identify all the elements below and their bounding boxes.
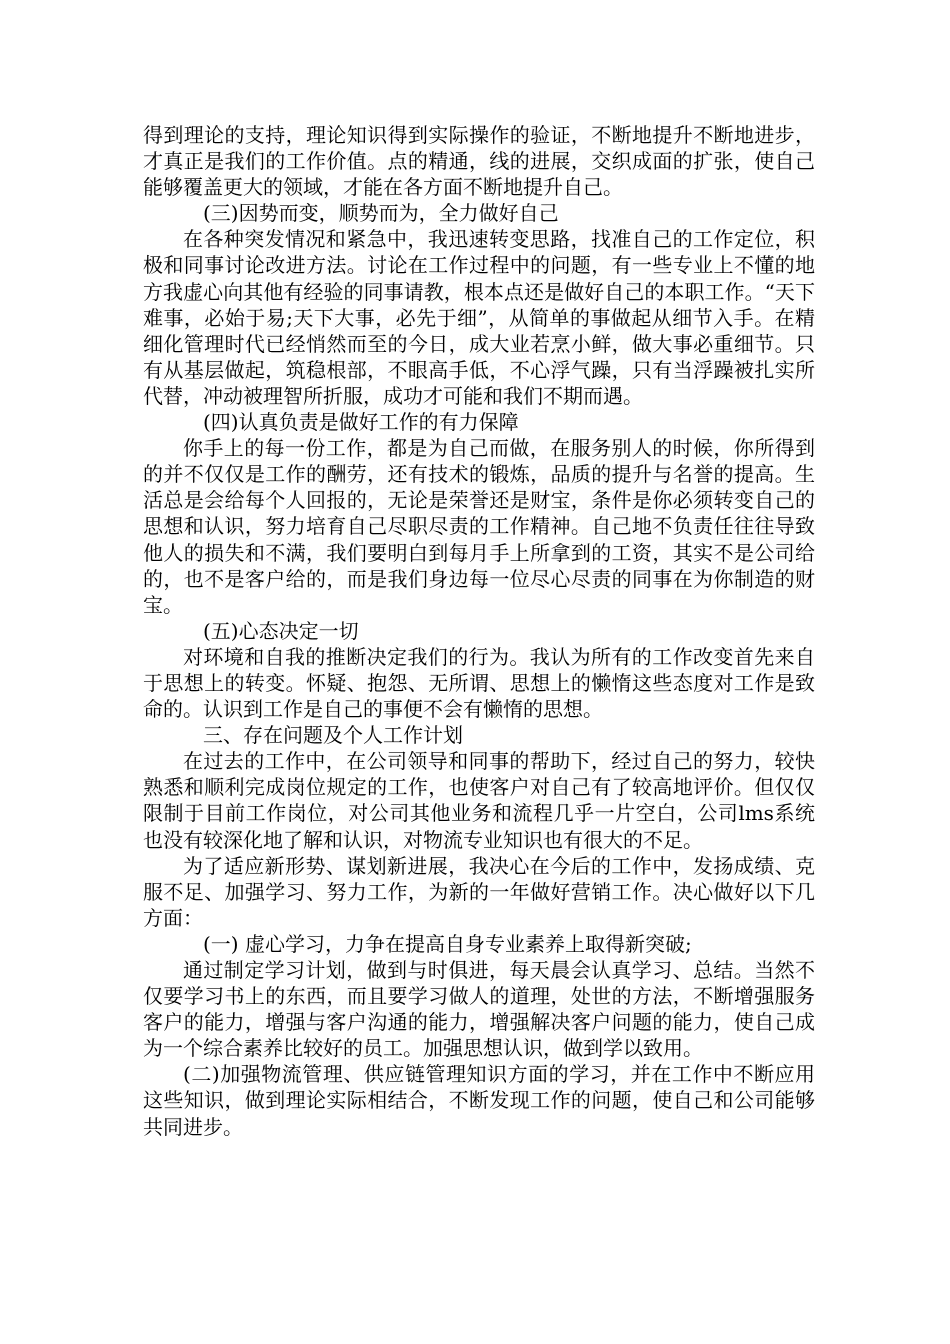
paragraph-adapt: 在各种突发情况和紧急中，我迅速转变思路，找准自己的工作定位，积极和同事讨论改进方法。讨论在工作过程中的问题，有一些专业上不懂的地方我虚心向其他有经验的同事请教，根本点还是做好自己的本职工作。“天下难事，必始于易;天下大事，必先于细”，从简单的事做起从细节入手。在精细化管理时代已经悄然而至的今日，成大业若烹小鲜，做大事必重细节。只有从基层做起，筑稳根部，不眼高手低，不心浮气躁，只有当浮躁被扎实所代替，冲动被理智所折服，成功才可能和我们不期而遇。 <box>143 227 815 408</box>
paragraph-intro-continuation: 得到理论的支持，理论知识得到实际操作的验证，不断地提升不断地进步，才真正是我们的工作价值。点的精通，线的进展，交织成面的扩张，使自己能够覆盖更大的领域，才能在各方面不断地提升自己。 <box>143 123 815 200</box>
paragraph-attitude: 对环境和自我的推断决定我们的行为。我认为所有的工作改变首先来自于思想上的转变。怀疑、抱怨、无所谓、思想上的懒惰这些态度对工作是致命的。认识到工作是自己的事便不会有懒惰的思想。 <box>143 644 815 722</box>
paragraph-responsibility: 你手上的每一份工作，都是为自己而做，在服务别人的时候，你所得到的并不仅仅是工作的酬劳，还有技术的锻炼，品质的提升与名誉的提高。生活总是会给每个人回报的，无论是荣誉还是财宝，条件是你必须转变自己的思想和认识，努力培育自己尽职尽责的工作精神。自己地不负责任往往导致他人的损失和不满，我们要明白到每月手上所拿到的工资，其实不是公司给的，也不是客户给的，而是我们身边每一位尽心尽责的同事在为你制造的财宝。 <box>143 436 815 617</box>
paragraph-past-work: 在过去的工作中，在公司领导和同事的帮助下，经过自己的努力，较快熟悉和顺利完成岗位规定的工作，也使客户对自己有了较高地评价。但仅仅限制于目前工作岗位，对公司其他业务和流程几乎一片空白，公司lms系统也没有较深化地了解和认识，对物流专业知识也有很大的不足。 <box>143 749 815 852</box>
chapter-heading-problems-plan: 三、存在问题及个人工作计划 <box>203 723 463 748</box>
paragraph-logistics-study: (二)加强物流管理、供应链管理知识方面的学习，并在工作中不断应用这些知识，做到理论实际相结合，不断发现工作的问题，使自己和公司能够共同进步。 <box>143 1062 815 1139</box>
paragraph-resolution: 为了适应新形势、谋划新进展，我决心在今后的工作中，发扬成绩、克服不足、加强学习、努力工作，为新的一年做好营销工作。决心做好以下几方面： <box>143 853 815 930</box>
section-heading-5: (五)心态决定一切 <box>203 618 359 643</box>
paragraph-study-plan: 通过制定学习计划，做到与时俱进，每天晨会认真学习、总结。当然不仅要学习书上的东西，而且要学习做人的道理，处世的方法，不断增强服务客户的能力，增强与客户沟通的能力，增强解决客户问题的能力，使自己成为一个综合素养比较好的员工。加强思想认识，做到学以致用。 <box>143 958 815 1061</box>
section-heading-4: (四)认真负责是做好工作的有力保障 <box>203 410 519 435</box>
section-heading-3: (三)因势而变，顺势而为，全力做好自己 <box>203 201 559 226</box>
plan-heading-1: (一) 虚心学习，力争在提高自身专业素养上取得新突破; <box>203 931 692 956</box>
document-page <box>143 122 815 1140</box>
